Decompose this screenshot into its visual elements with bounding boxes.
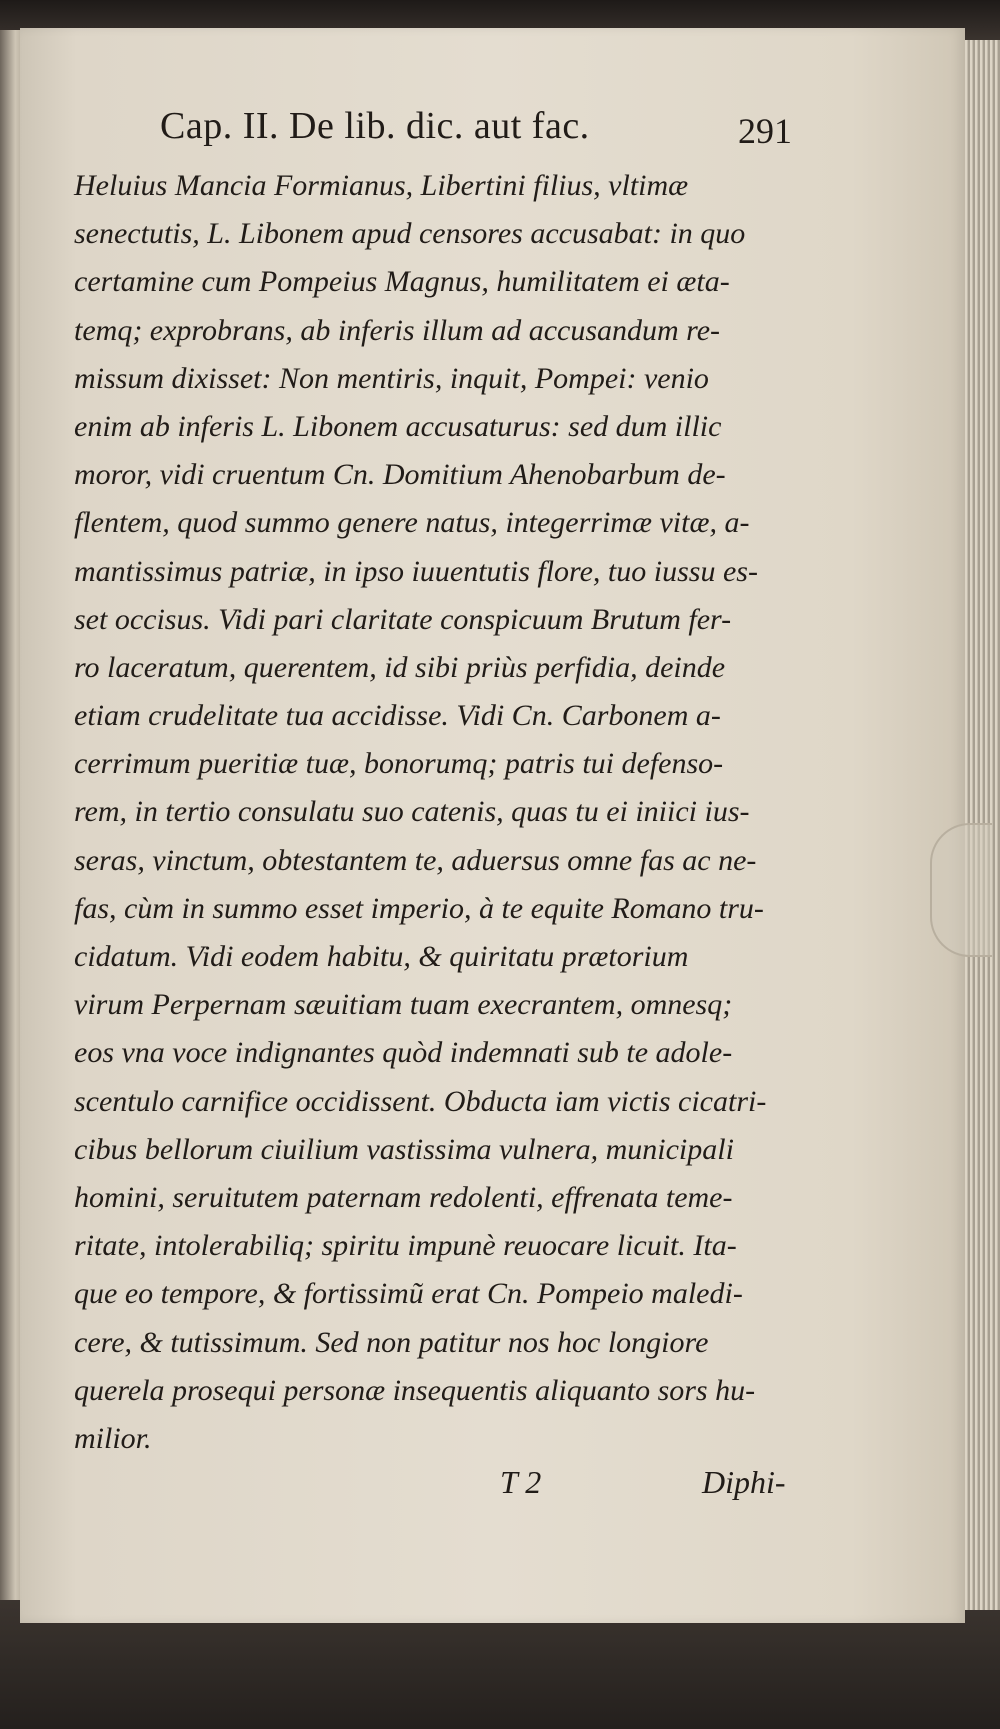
- text-line: que eo tempore, & fortissimũ erat Cn. Pompeio maledi-: [74, 1277, 743, 1311]
- text-line: milior.: [74, 1421, 152, 1455]
- text-line: ro laceratum, querentem, id sibi priùs perfidia, deinde: [74, 650, 726, 684]
- page-header: [160, 104, 820, 154]
- text-line: certamine cum Pompeius Magnus, humilitatem ei æta-: [74, 265, 730, 299]
- previous-page-edge: [0, 30, 22, 1600]
- text-line: cibus bellorum ciuilium vastissima vulnera, municipali: [74, 1132, 734, 1166]
- text-line: cidatum. Vidi eodem habitu, & quiritatu prætorium: [74, 940, 689, 973]
- text-line: scentulo carnifice occidissent. Obducta iam victis cicatri-: [74, 1084, 767, 1118]
- text-line: virum Perpernam sæuitiam tuam execrantem, omnesq;: [74, 988, 733, 1022]
- text-line: mantissimus patriæ, in ipso iuuentutis flore, tuo iussu es-: [74, 554, 758, 588]
- text-line: fas, cùm in summo esset imperio, à te equite Romano tru-: [74, 891, 764, 925]
- running-head: Cap. II. De lib. dic. aut fac.: [160, 105, 590, 147]
- text-line: Heluius Mancia Formianus, Libertini filius, vltimæ: [74, 169, 689, 202]
- text-line: ritate, intolerabiliq; spiritu impunè reuocare licuit. Ita-: [74, 1229, 737, 1263]
- text-line: senectutis, L. Libonem apud censores accusabat: in quo: [74, 217, 746, 251]
- text-line: rem, in tertio consulatu suo catenis, quas tu ei iniici ius-: [74, 795, 750, 829]
- text-line: querela prosequi personæ insequentis aliquanto sors hu-: [74, 1373, 756, 1407]
- page-tab-mark: [930, 823, 992, 957]
- text-line: seras, vinctum, obtestantem te, aduersus omne fas ac ne-: [74, 843, 757, 877]
- page-number: 291: [738, 111, 792, 151]
- text-line: cere, & tutissimum. Sed non patitur nos hoc longiore: [74, 1325, 709, 1359]
- catchword: Diphi-: [702, 1464, 786, 1500]
- signature-mark: T 2: [500, 1464, 542, 1500]
- text-line: cerrimum pueritiæ tuæ, bonorumq; patris tui defenso-: [74, 747, 724, 781]
- text-line: temq; exprobrans, ab inferis illum ad accusandum re-: [74, 313, 721, 347]
- text-line: missum dixisset: Non mentiris, inquit, Pompei: venio: [74, 361, 709, 395]
- text-line: eos vna voce indignantes quòd indemnati sub te adole-: [74, 1036, 733, 1070]
- text-line: set occisus. Vidi pari claritate conspicuum Brutum fer-: [74, 602, 732, 636]
- text-line: homini, seruitutem paternam redolenti, effrenata teme-: [74, 1180, 733, 1214]
- text-line: enim ab inferis L. Libonem accusaturus: sed dum illic: [74, 409, 722, 443]
- text-line: flentem, quod summo genere natus, integerrimæ vitæ, a-: [74, 506, 750, 540]
- text-line: etiam crudelitate tua accidisse. Vidi Cn. Carbonem a-: [74, 699, 721, 733]
- text-line: moror, vidi cruentum Cn. Domitium Ahenobarbum de-: [74, 458, 726, 492]
- body-text: [32, 162, 817, 1463]
